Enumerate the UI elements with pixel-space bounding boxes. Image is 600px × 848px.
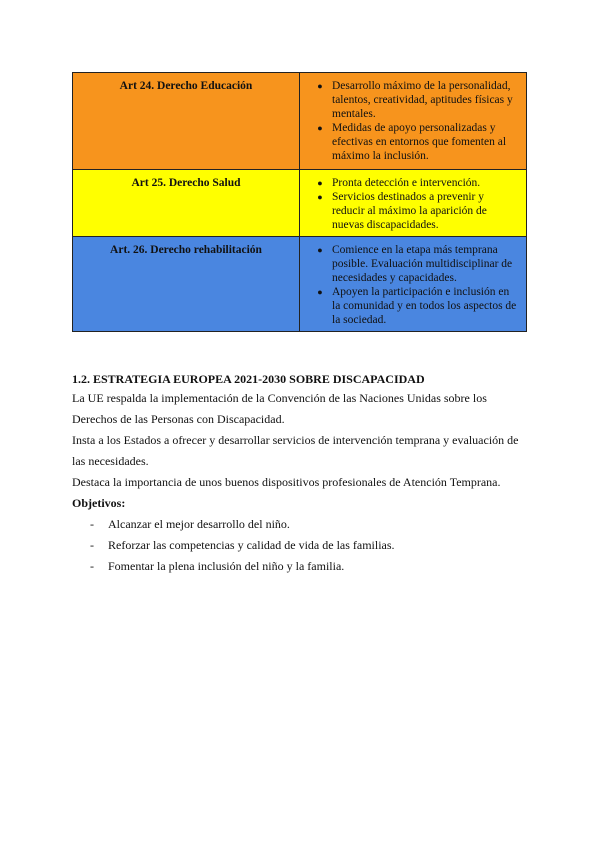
dash-icon: - <box>90 517 94 531</box>
table-row <box>73 73 527 170</box>
section-title: 1.2. ESTRATEGIA EUROPEA 2021-2030 SOBRE DISCAPACIDAD <box>72 372 425 386</box>
list-item: - Fomentar la plena inclusión del niño y la familia. <box>72 556 532 577</box>
table-row <box>73 237 527 332</box>
strategy-section <box>72 370 532 577</box>
table-row <box>73 170 527 237</box>
dash-icon: - <box>90 559 94 573</box>
bullets-cell <box>300 170 527 237</box>
paragraph: Insta a los Estados a ofrecer y desarrollar servicios de intervención temprana y evaluación de las necesidades. <box>72 433 519 468</box>
list-item: ● Servicios destinados a prevenir y reducir al máximo la aparición de nuevas discapacidades. <box>332 190 518 232</box>
bullet-icon: ● <box>317 192 323 202</box>
bullet-icon: ● <box>317 287 323 297</box>
article-cell: Art. 26. Derecho rehabilitación <box>73 237 300 332</box>
paragraph: La UE respalda la implementación de la Convención de las Naciones Unidas sobre los Derechos de las Personas con Discapacidad. <box>72 391 487 426</box>
bullets-cell <box>300 73 527 170</box>
dash-icon: - <box>90 538 94 552</box>
bullets-cell <box>300 237 527 332</box>
paragraph: Destaca la importancia de unos buenos dispositivos profesionales de Atención Temprana. <box>72 475 501 489</box>
article-cell: Art 24. Derecho Educación <box>73 73 300 170</box>
bullet-list <box>308 243 518 327</box>
rights-table <box>72 72 527 332</box>
bullet-icon: ● <box>317 81 323 91</box>
bullet-list <box>308 79 518 163</box>
bullet-icon: ● <box>317 123 323 133</box>
objectives-label: Objetivos: <box>72 496 126 510</box>
list-item: ● Apoyen la participación e inclusión en la comunidad y en todos los aspectos de la sociedad. <box>332 285 518 327</box>
list-item: ● Medidas de apoyo personalizadas y efectivas en entornos que fomenten al máximo la inclusión. <box>332 121 518 163</box>
article-cell: Art 25. Derecho Salud <box>73 170 300 237</box>
bullet-icon: ● <box>317 245 323 255</box>
list-item: - Reforzar las competencias y calidad de vida de las familias. <box>72 535 532 556</box>
list-item: ● Pronta detección e intervención. <box>332 176 518 190</box>
bullet-icon: ● <box>317 178 323 188</box>
list-item: ● Comience en la etapa más temprana posible. Evaluación multidisciplinar de necesidades y capacidades. <box>332 243 518 285</box>
list-item: - Alcanzar el mejor desarrollo del niño. <box>72 514 532 535</box>
list-item: ● Desarrollo máximo de la personalidad, talentos, creatividad, aptitudes físicas y mentales. <box>332 79 518 121</box>
bullet-list <box>308 176 518 232</box>
objectives-list <box>72 514 532 577</box>
